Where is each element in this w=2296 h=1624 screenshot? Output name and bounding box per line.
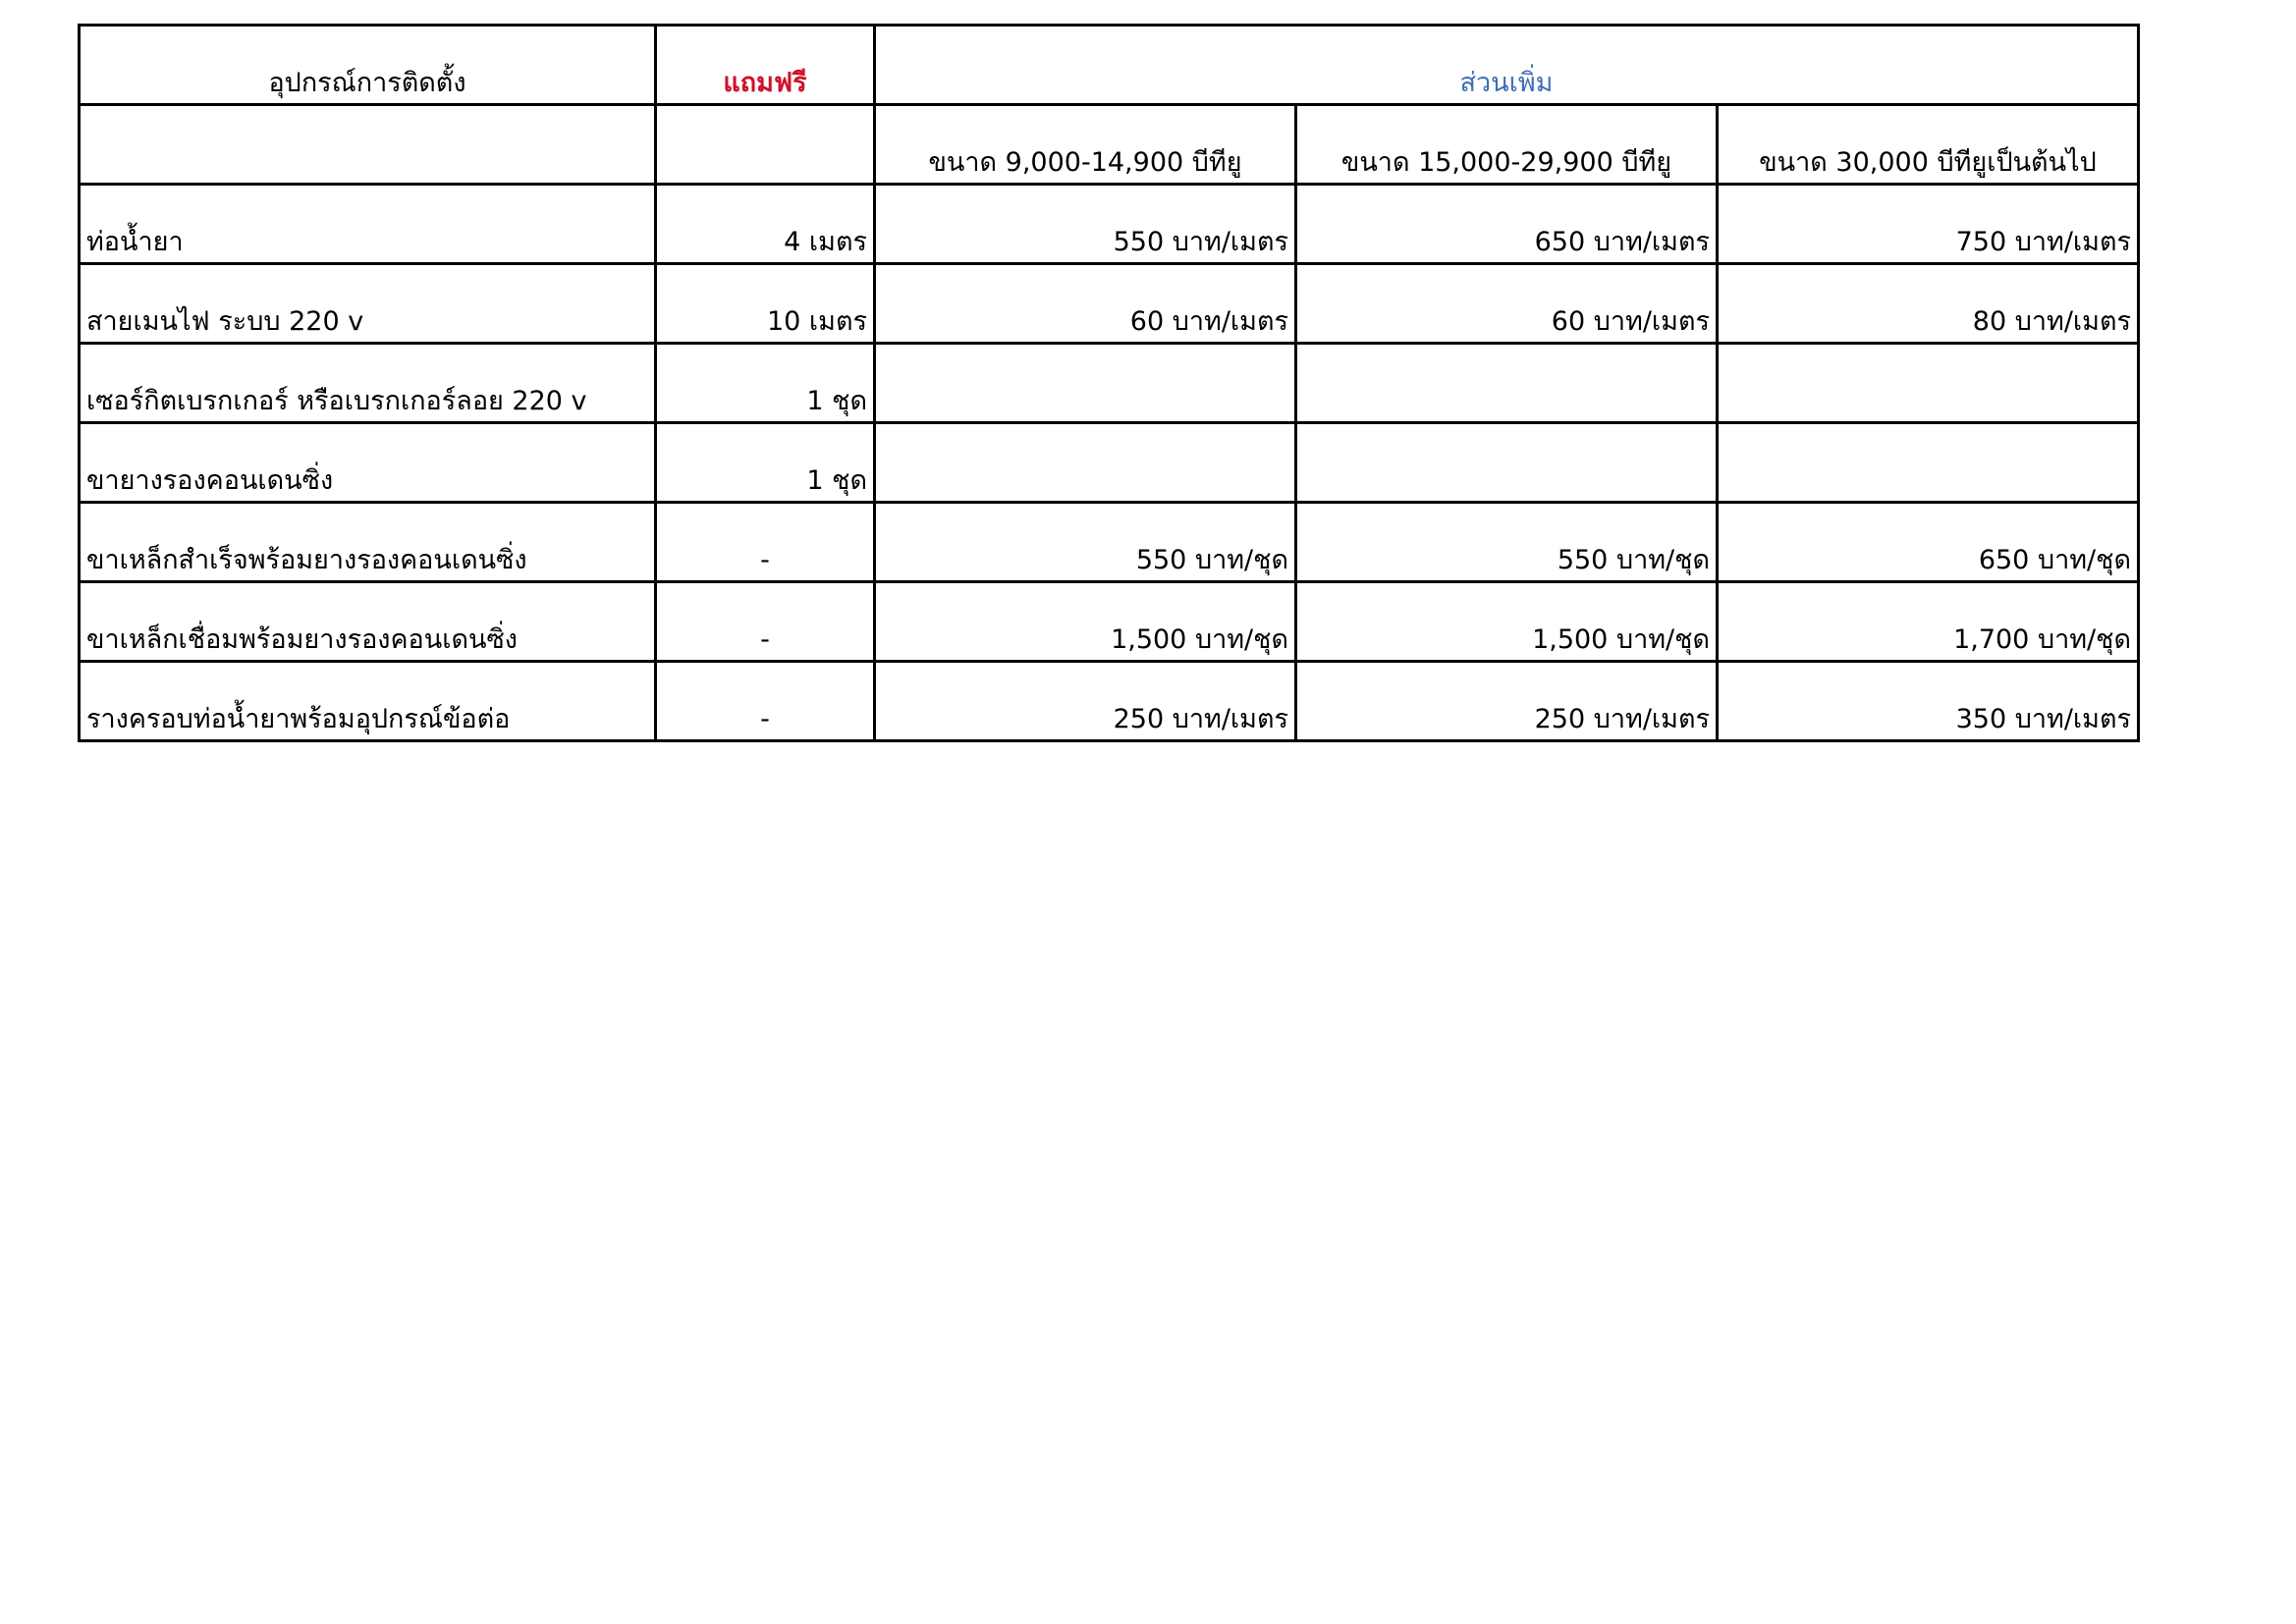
free-column-header: แถมฟรี (656, 26, 875, 105)
empty-cell (80, 105, 656, 185)
size3-price-cell: 1,700 บาท/ชุด (1718, 582, 2139, 662)
item-cell: สายเมนไฟ ระบบ 220 v (80, 264, 656, 344)
size-header-1: ขนาด 9,000-14,900 บีทียู (875, 105, 1296, 185)
size3-price-cell (1718, 344, 2139, 423)
size3-price-cell: 750 บาท/เมตร (1718, 185, 2139, 264)
installation-price-table (78, 24, 2140, 742)
size1-price-cell (875, 344, 1296, 423)
size2-price-cell: 250 บาท/เมตร (1296, 662, 1718, 741)
size2-price-cell: 550 บาท/ชุด (1296, 503, 1718, 582)
size1-price-cell: 1,500 บาท/ชุด (875, 582, 1296, 662)
size1-price-cell: 550 บาท/เมตร (875, 185, 1296, 264)
table-header-row (80, 26, 2139, 105)
size2-price-cell: 650 บาท/เมตร (1296, 185, 1718, 264)
empty-cell (656, 105, 875, 185)
size2-price-cell (1296, 344, 1718, 423)
free-cell: 1 ชุด (656, 344, 875, 423)
item-cell: รางครอบท่อน้ำยาพร้อมอุปกรณ์ข้อต่อ (80, 662, 656, 741)
item-cell: ขายางรองคอนเดนซิ่ง (80, 423, 656, 503)
table-row (80, 185, 2139, 264)
table-row (80, 423, 2139, 503)
size3-price-cell (1718, 423, 2139, 503)
size2-price-cell: 60 บาท/เมตร (1296, 264, 1718, 344)
size1-price-cell (875, 423, 1296, 503)
item-column-header: อุปกรณ์การติดตั้ง (80, 26, 656, 105)
free-cell: 4 เมตร (656, 185, 875, 264)
free-cell: - (656, 582, 875, 662)
free-cell: - (656, 503, 875, 582)
item-cell: ขาเหล็กสำเร็จพร้อมยางรองคอนเดนซิ่ง (80, 503, 656, 582)
table-row (80, 662, 2139, 741)
item-cell: ท่อน้ำยา (80, 185, 656, 264)
size1-price-cell: 60 บาท/เมตร (875, 264, 1296, 344)
table-row (80, 582, 2139, 662)
extra-cost-column-header: ส่วนเพิ่ม (875, 26, 2139, 105)
free-cell: 10 เมตร (656, 264, 875, 344)
item-cell: เซอร์กิตเบรกเกอร์ หรือเบรกเกอร์ลอย 220 v (80, 344, 656, 423)
size2-price-cell (1296, 423, 1718, 503)
size3-price-cell: 80 บาท/เมตร (1718, 264, 2139, 344)
table-row (80, 344, 2139, 423)
size1-price-cell: 250 บาท/เมตร (875, 662, 1296, 741)
free-cell: 1 ชุด (656, 423, 875, 503)
size-header-3: ขนาด 30,000 บีทียูเป็นต้นไป (1718, 105, 2139, 185)
size3-price-cell: 650 บาท/ชุด (1718, 503, 2139, 582)
item-cell: ขาเหล็กเชื่อมพร้อมยางรองคอนเดนซิ่ง (80, 582, 656, 662)
size1-price-cell: 550 บาท/ชุด (875, 503, 1296, 582)
table-row (80, 264, 2139, 344)
table-row (80, 503, 2139, 582)
free-cell: - (656, 662, 875, 741)
size3-price-cell: 350 บาท/เมตร (1718, 662, 2139, 741)
size2-price-cell: 1,500 บาท/ชุด (1296, 582, 1718, 662)
size-header-2: ขนาด 15,000-29,900 บีทียู (1296, 105, 1718, 185)
size-header-row (80, 105, 2139, 185)
